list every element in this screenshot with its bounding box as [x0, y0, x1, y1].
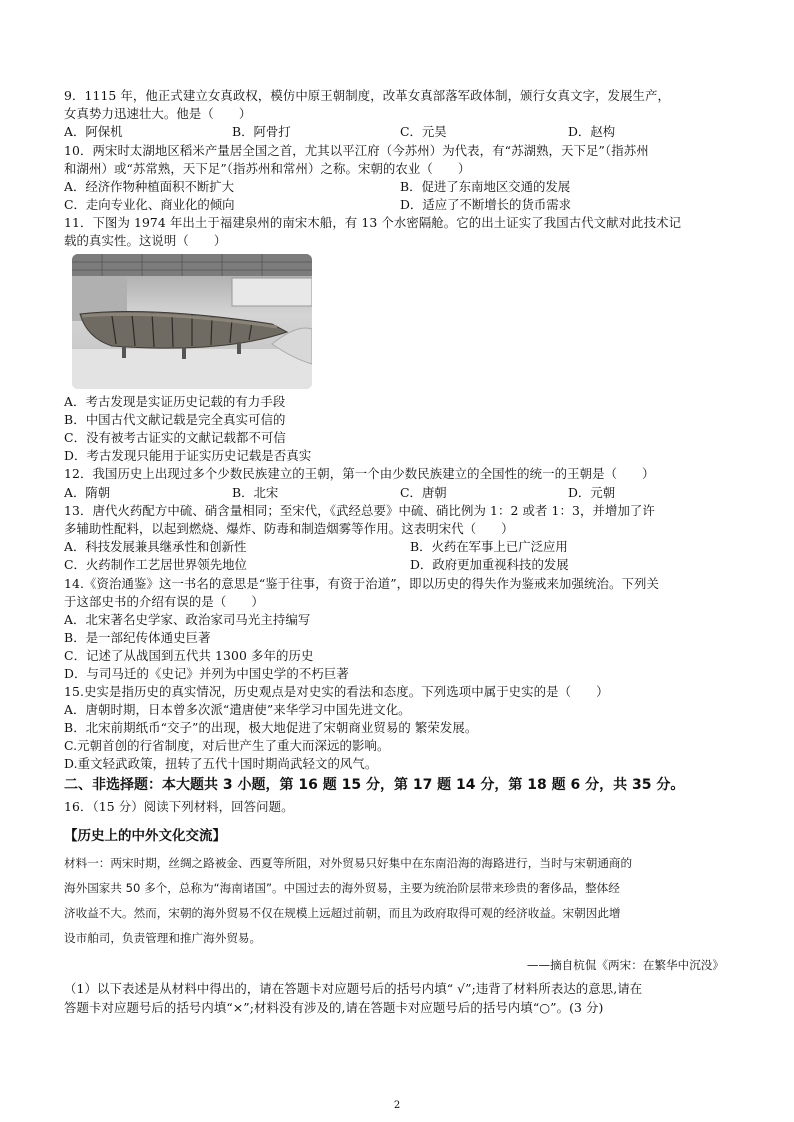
q14-option-a: A．北宋著名史学家、政治家司马光主持编写	[64, 612, 311, 627]
q11-option-a: A．考古发现是实证历史记载的有力手段	[64, 394, 286, 409]
q10-stem-line2: 和湖州）或“苏常熟，天下足”（指苏州和常州）之称。宋朝的农业（ ）	[64, 161, 471, 176]
ship-photo	[72, 254, 312, 389]
q12-option-b: B．北宋	[232, 485, 279, 500]
q11-option-b: B．中国古代文献记载是完全真实可信的	[64, 412, 286, 427]
q14-option-c: C．记述了从战国到五代共 1300 多年的历史	[64, 648, 314, 663]
q12-option-c: C．唐朝	[400, 485, 447, 500]
q10-option-a: A．经济作物种植面积不断扩大	[64, 179, 235, 194]
q15-option-b: B．北宋前期纸币“交子”的出现，极大地促进了宋朝商业贸易的 繁荣发展。	[64, 720, 478, 735]
q13-option-a: A．科技发展兼具继承性和创新性	[64, 539, 247, 554]
q10-option-b: B．促进了东南地区交通的发展	[400, 179, 571, 194]
q16-material-line4: 设市舶司，负责管理和推广海外贸易。	[64, 931, 262, 945]
q9-option-c: C．元昊	[400, 124, 447, 139]
q14-stem-line1: 14.《资治通鉴》这一书名的意思是“鉴于往事，有资于治道”，即以历史的得失作为鉴戒来加强统治。下列关	[64, 576, 659, 591]
q10-option-c: C．走向专业化、商业化的倾向	[64, 197, 235, 212]
q13-stem-line1: 13．唐代火药配方中硫、硝含量相同；至宋代，《武经总要》中硫、硝比例为 1：2 或者 1：3，并增加了许	[64, 503, 655, 518]
q13-option-c: C．火药制作工艺居世界领先地位	[64, 557, 247, 572]
q16-material-line2: 海外国家共 50 多个，总称为“海南诸国”。中国过去的海外贸易，主要为统治阶层带来珍贵的奢侈品，整体经	[64, 881, 620, 895]
q15-stem-line1: 15.史实是指历史的真实情况，历史观点是对史实的看法和态度。下列选项中属于史实的是（ ）	[64, 684, 609, 699]
section-heading: 二、非选择题：本大题共 3 小题，第 16 题 15 分，第 17 题 14 分，第 18 题 6 分，共 35 分。	[64, 777, 685, 793]
q11-option-d: D．考古发现只能用于证实历史记载是否真实	[64, 448, 312, 463]
q16-material-line1: 材料一：两宋时期，丝绸之路被金、西夏等所阻，对外贸易只好集中在东南沿海的海路进行，当时与宋朝通商的	[64, 856, 633, 870]
q9-option-d: D．赵构	[568, 124, 616, 139]
page-number: 2	[393, 1100, 401, 1111]
q9-stem-line1: 9．1115 年，他正式建立女真政权，模仿中原王朝制度，改革女真部落军政体制，颁行女真文字，发展生产，	[64, 88, 671, 103]
q10-stem-line1: 10．两宋时太湖地区稻米产量居全国之首，尤其以平江府（今苏州）为代表，有“苏湖熟，天下足”（指苏州	[64, 143, 649, 158]
q15-option-c: C.元朝首创的行省制度，对后世产生了重大而深远的影响。	[64, 738, 390, 753]
q15-option-a: A．唐朝时期，日本曾多次派“遣唐使”来华学习中国先进文化。	[64, 702, 411, 717]
q11-option-c: C．没有被考古证实的文献记载都不可信	[64, 430, 286, 445]
q14-option-b: B．是一部纪传体通史巨著	[64, 630, 211, 645]
q13-option-b: B．火药在军事上已广泛应用	[410, 539, 568, 554]
q12-stem-line1: 12．我国历史上出现过多个少数民族建立的王朝，第一个由少数民族建立的全国性的统一的王朝是（ ）	[64, 466, 655, 481]
q9-option-b: B．阿骨打	[232, 124, 291, 139]
q16-stem: 16．（15 分）阅读下列材料，回答问题。	[64, 799, 294, 814]
q16-part1-line1: （1）以下表述是从材料中得出的，请在答题卡对应题号后的括号内填“ √”;违背了材料所表达的意思,请在	[64, 981, 643, 996]
q15-option-d: D.重文轻武政策，扭转了五代十国时期尚武轻文的风气。	[64, 756, 378, 771]
q11-stem-line2: 载的真实性。这说明（ ）	[64, 233, 227, 248]
q9-stem-line2: 女真势力迅速壮大。他是（ ）	[64, 106, 252, 121]
q9-option-a: A．阿保机	[64, 124, 123, 139]
q13-option-d: D．政府更加重视科技的发展	[410, 557, 569, 572]
q16-part1-line2: 答题卡对应题号后的括号内填“×”;材料没有涉及的,请在答题卡对应题号后的括号内填“○”。(3 分)	[64, 1000, 604, 1015]
q11-stem-line1: 11．下图为 1974 年出土于福建泉州的南宋木船，有 13 个水密隔舱。它的出土证实了我国古代文献对此技术记	[64, 215, 682, 230]
q12-option-d: D．元朝	[568, 485, 616, 500]
q12-option-a: A．隋朝	[64, 485, 111, 500]
q14-stem-line2: 于这部史书的介绍有误的是（ ）	[64, 594, 264, 609]
q16-source: ——摘自杭侃《两宋：在繁华中沉没》	[526, 958, 724, 972]
q13-stem-line2: 多辅助性配料，以起到燃烧、爆炸、防毒和制造烟雾等作用。这表明宋代（ ）	[64, 521, 514, 536]
q16-heading: 【历史上的中外文化交流】	[64, 828, 226, 844]
ship-photo-drawing	[72, 254, 312, 389]
q14-option-d: D．与司马迁的《史记》并列为中国史学的不朽巨著	[64, 666, 349, 681]
q16-material-line3: 济收益不大。然而，宋朝的海外贸易不仅在规模上远超过前朝，而且为政府取得可观的经济收益。宋朝因此增	[64, 906, 621, 920]
q10-option-d: D．适应了不断增长的货币需求	[400, 197, 572, 212]
